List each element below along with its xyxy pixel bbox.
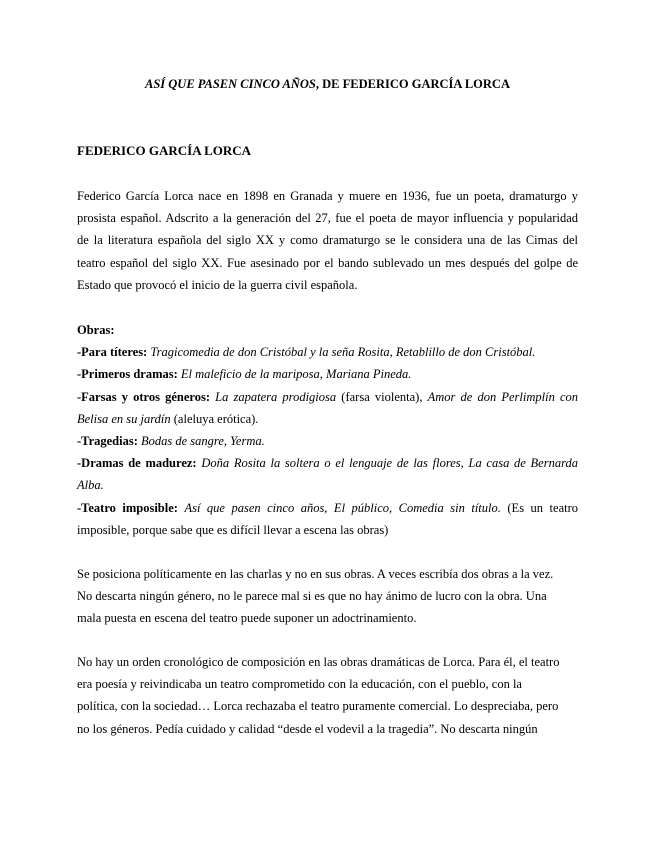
paragraph-line: política, con la sociedad… Lorca rechazaba el teatro puramente comercial. Lo despreciaba, pero: [77, 699, 559, 714]
works-label: -Teatro imposible:: [77, 500, 178, 515]
works-item-titeres: [77, 341, 578, 363]
intro-line: Estado que provocó el inicio de la guerra civil española.: [77, 277, 358, 292]
title-play-name: ASÍ QUE PASEN CINCO AÑOS: [144, 77, 316, 91]
intro-line: prosista español. Adscrito a la generación del 27, fue el poeta de mayor influencia y popularidad: [77, 211, 578, 226]
works-titles: Así que pasen cinco años, El público, Comedia sin título.: [184, 500, 501, 515]
works-list: [77, 319, 578, 541]
chronology-paragraph: [77, 651, 578, 740]
works-item-madurez: [77, 452, 578, 474]
works-item-farsas: [77, 386, 578, 408]
works-titles: Amor de don Perlimplín con: [427, 389, 579, 404]
works-note: (farsa violenta),: [341, 389, 423, 404]
works-titles: Doña Rosita la soltera o el lenguaje de las flores, La casa de Bernarda: [201, 456, 578, 471]
works-item-imposible: [77, 497, 578, 519]
intro-line: teatro español del siglo XX. Fue asesinado por el bando sublevado un mes después del golpe de: [77, 255, 578, 270]
works-titles: El maleficio de la mariposa, Mariana Pineda.: [180, 367, 412, 382]
works-titles: Belisa en su jardín: [77, 411, 171, 426]
paragraph-line: Se posiciona políticamente en las charlas y no en sus obras. A veces escribía dos obras a la vez.: [77, 567, 554, 581]
works-item-primeros: [77, 363, 578, 385]
works-note: (aleluya erótica).: [173, 411, 259, 426]
works-label: -Dramas de madurez:: [77, 456, 197, 471]
works-item-farsas-cont: [77, 408, 578, 430]
paragraph-line: era poesía y reivindicaba un teatro comprometido con la educación, con el pueblo, con la: [77, 677, 522, 692]
works-label: -Tragedias:: [77, 434, 138, 449]
document-title: [77, 76, 578, 92]
intro-line: de la literatura española del siglo XX y como dramaturgo se le considera una de las Cimas del: [77, 233, 578, 248]
intro-line: Federico García Lorca nace en 1898 en Granada y muere en 1936, fue un poeta, dramaturgo y: [77, 189, 578, 203]
works-item-imposible-cont: imposible, porque sabe que es difícil llevar a escena las obras): [77, 522, 389, 537]
works-label: -Primeros dramas:: [77, 367, 178, 382]
works-heading-text: Obras:: [77, 323, 115, 337]
works-titles: Tragicomedia de don Cristóbal y la seña Rosita, Retablillo de don Cristóbal.: [150, 345, 536, 360]
works-titles: La zapatera prodigiosa: [215, 389, 337, 404]
paragraph-line: No hay un orden cronológico de composición en las obras dramáticas de Lorca. Para él, el teatro: [77, 655, 560, 669]
title-author: , DE FEDERICO GARCÍA LORCA: [315, 77, 510, 91]
paragraph-line: No descarta ningún género, no le parece mal si es que no hay ánimo de lucro con la obra. Una: [77, 589, 547, 604]
works-titles: Alba.: [77, 478, 104, 493]
intro-paragraph: [77, 185, 578, 296]
works-label: -Para títeres:: [77, 345, 148, 360]
works-heading: [77, 319, 578, 341]
section-heading: FEDERICO GARCÍA LORCA: [77, 143, 252, 158]
works-titles: Bodas de sangre, Yerma.: [141, 434, 265, 449]
politics-paragraph: [77, 563, 578, 630]
paragraph-line: no los géneros. Pedía cuidado y calidad “desde el vodevil a la tragedia”. No descarta ningún: [77, 721, 538, 736]
works-note: (Es un teatro: [507, 500, 579, 515]
paragraph-line: mala puesta en escena del teatro puede suponer un adoctrinamiento.: [77, 611, 417, 626]
works-label: -Farsas y otros géneros:: [77, 389, 211, 404]
works-item-tragedias: [77, 430, 578, 452]
works-item-madurez-cont: [77, 474, 578, 496]
